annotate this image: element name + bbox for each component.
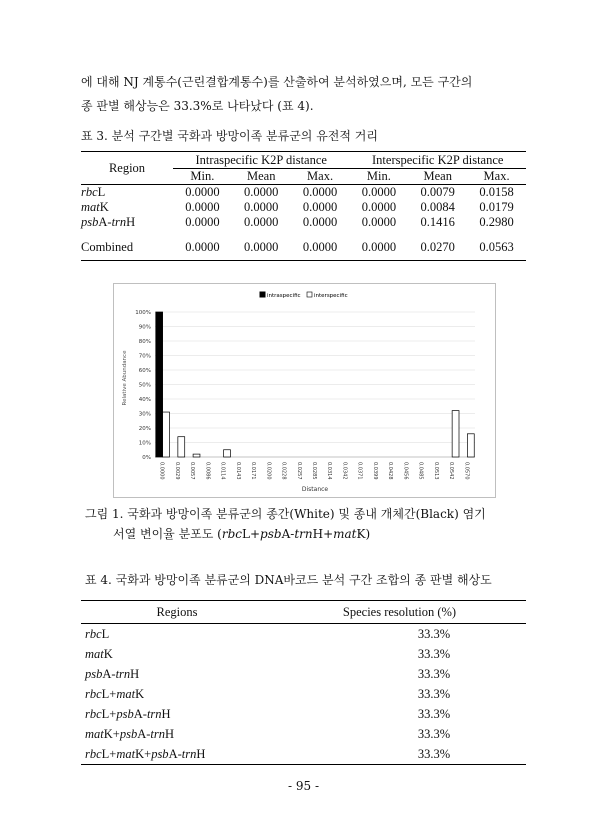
bar-interspecific-0.0570	[467, 434, 474, 457]
table-cell: 0.0000	[361, 200, 397, 214]
table-cell: 0.0000	[291, 238, 350, 261]
resolution-value: 33.3%	[273, 744, 526, 765]
table-cell: 0.0000	[185, 185, 220, 199]
table-cell: 0.0000	[361, 215, 397, 229]
y-tick-label: 70%	[138, 353, 151, 360]
legend-swatch-interspecific	[307, 292, 312, 297]
y-tick-label: 40%	[138, 397, 151, 403]
region-name: psbA-trnH	[81, 215, 136, 229]
table-row	[81, 704, 526, 724]
region-name: matK	[81, 200, 109, 214]
table-cell: 0.0000	[361, 185, 397, 199]
bar-interspecific-0.0029	[178, 437, 185, 457]
x-tick-label: 0.0200	[265, 462, 272, 480]
table-row	[81, 624, 526, 645]
table-row	[81, 644, 526, 664]
table-cell: 0.0000	[232, 238, 291, 261]
x-tick-label: 0.0485	[417, 462, 424, 480]
table-row	[81, 664, 526, 684]
x-tick-label: 0.0285	[311, 462, 317, 480]
interspecific-header: Interspecific K2P distance	[349, 152, 526, 169]
caption-line: 그림 1. 국화과 방망이족 분류군의 종간(White) 및 종내 개체간(Black) 염기	[85, 507, 486, 521]
x-axis-label: Distance	[301, 486, 329, 493]
table-row	[81, 185, 526, 201]
region-header: Region	[81, 152, 173, 185]
region-combination: matK+psbA-trnH	[85, 726, 175, 741]
table-cell: 0.0000	[244, 185, 279, 199]
intraspecific-header: Intraspecific K2P distance	[173, 152, 349, 169]
table-cell: 0.0079	[420, 185, 455, 199]
x-tick-label: 0.0399	[371, 462, 378, 480]
sub-header: Max.	[291, 169, 350, 185]
bar-intraspecific-0.0000	[156, 312, 163, 457]
region-combination: rbcL	[85, 626, 110, 641]
table-cell: 0.0000	[349, 238, 408, 261]
x-tick-label: 0.0371	[356, 462, 363, 480]
x-tick-label: 0.0143	[234, 462, 241, 480]
x-tick-label: 0.0570	[463, 462, 470, 480]
x-tick-label: 0.0000	[158, 462, 165, 480]
table3-caption: 표 3. 분석 구간별 국화과 방망이족 분류군의 유전적 거리	[81, 129, 378, 143]
x-tick-label: 0.0456	[402, 462, 409, 480]
y-tick-label: 100%	[135, 310, 151, 316]
table-cell: 0.1416	[420, 215, 455, 229]
table-cell: 0.2980	[479, 215, 514, 229]
x-tick-label: 0.0542	[448, 462, 455, 480]
table4-caption: 표 4. 국화과 방망이족 분류군의 DNA바코드 분석 구간 조합의 종 판별 해상도	[85, 573, 492, 587]
table-cell: 0.0000	[173, 238, 232, 261]
y-axis-label: Relative Abundance	[122, 350, 128, 406]
paragraph-line: 종 판별 해상능은 33.3%로 나타났다 (표 4).	[81, 99, 314, 113]
table-cell: 0.0158	[479, 185, 514, 199]
bar-interspecific-0.0114	[224, 450, 231, 457]
sub-header: Max.	[467, 169, 526, 185]
legend-label-interspecific: interspecific	[314, 293, 348, 299]
region-combination: rbcL+matK+psbA-trnH	[81, 744, 273, 765]
sub-header: Min.	[349, 169, 408, 185]
y-tick-label: 10%	[138, 440, 151, 447]
table-row	[81, 684, 526, 704]
table-row	[81, 744, 526, 765]
resolution-header: Species resolution (%)	[273, 601, 526, 624]
table3	[81, 151, 526, 261]
resolution-value: 33.3%	[417, 686, 451, 701]
region-combination: rbcL+psbA-trnH	[85, 706, 171, 721]
x-tick-label: 0.0428	[387, 462, 394, 480]
table-cell: 0.0000	[302, 200, 338, 214]
region-combination: rbcL+matK	[85, 686, 145, 701]
table-row	[81, 724, 526, 744]
table-cell: 0.0000	[244, 200, 279, 214]
paragraph-line: 에 대해 NJ 계통수(근린결합계통수)를 산출하여 분석하였으며, 모든 구간의	[81, 75, 473, 89]
y-tick-label: 60%	[138, 368, 151, 374]
legend-label-intraspecific: intraspecific	[267, 293, 301, 299]
resolution-value: 33.3%	[417, 706, 451, 721]
caption-line: 서열 변이율 분포도 (rbcL+psbA-trnH+matK)	[113, 527, 371, 541]
legend-swatch-intraspecific	[260, 292, 265, 297]
y-tick-label: 30%	[138, 411, 151, 418]
page-number: - 95 -	[287, 779, 319, 793]
table-cell: 0.0000	[302, 215, 338, 229]
x-tick-label: 0.0057	[189, 462, 196, 480]
y-tick-label: 20%	[138, 426, 151, 432]
y-tick-label: 80%	[138, 339, 151, 345]
table-cell: 0.0000	[185, 215, 220, 229]
table-cell: 0.0563	[467, 238, 526, 261]
table-cell: 0.0000	[302, 185, 338, 199]
sub-header: Min.	[173, 169, 232, 185]
figure1-caption	[85, 504, 540, 544]
distance-distribution-chart	[113, 283, 496, 498]
table-cell: 0.0179	[479, 200, 514, 214]
bar-interspecific-0.0057	[193, 454, 200, 457]
resolution-value: 33.3%	[417, 646, 451, 661]
region-name: Combined	[81, 238, 173, 261]
sub-header: Mean	[232, 169, 291, 185]
table-cell: 0.0000	[185, 200, 220, 214]
sub-header: Mean	[408, 169, 467, 185]
y-tick-label: 50%	[138, 382, 151, 389]
regions-header: Regions	[81, 601, 273, 624]
bar-interspecific-0.0000	[163, 412, 170, 457]
resolution-value: 33.3%	[417, 726, 451, 741]
x-tick-label: 0.0513	[432, 462, 439, 480]
table-cell: 0.0270	[408, 238, 467, 261]
x-tick-label: 0.0228	[280, 462, 287, 480]
bar-interspecific-0.0542	[452, 411, 459, 457]
resolution-value: 33.3%	[417, 626, 451, 641]
region-combination: matK	[85, 646, 113, 661]
x-tick-label: 0.0029	[173, 462, 180, 480]
region-name: rbcL	[81, 185, 106, 199]
x-tick-label: 0.0114	[219, 462, 226, 480]
x-tick-label: 0.0171	[250, 462, 257, 480]
table-row	[81, 200, 526, 215]
y-tick-label: 90%	[138, 324, 151, 331]
region-combination: psbA-trnH	[85, 666, 140, 681]
x-tick-label: 0.0086	[204, 462, 211, 480]
x-tick-label: 0.0257	[295, 462, 302, 480]
table-row	[81, 238, 526, 261]
table-cell: 0.0084	[420, 200, 455, 214]
body-paragraph	[81, 70, 531, 118]
x-tick-label: 0.0314	[326, 462, 333, 480]
table4	[81, 600, 526, 765]
x-tick-label: 0.0342	[341, 462, 348, 480]
y-tick-label: 0%	[142, 455, 151, 461]
table-cell: 0.0000	[244, 215, 279, 229]
table-row	[81, 215, 526, 230]
resolution-value: 33.3%	[417, 666, 451, 681]
